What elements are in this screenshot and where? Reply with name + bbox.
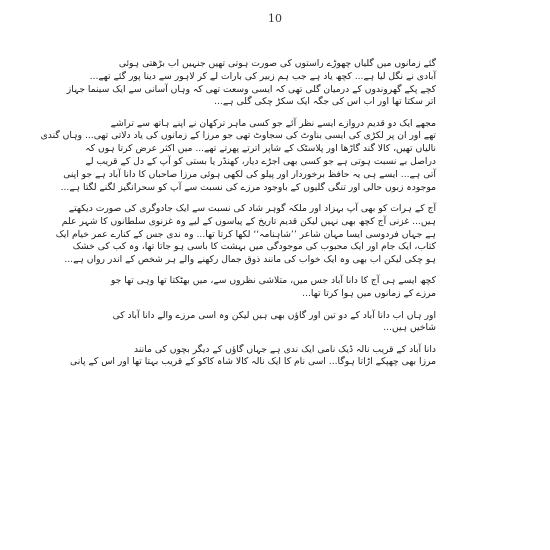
text-line: ہے جہاں فردوسی ایسا مہان شاعر ’’شاہنامہ‘‘ لکھا کرتا تھا... وہ ندی جس کے کنارے عمر خیام ایک bbox=[55, 228, 436, 240]
text-line: گئے زمانوں میں گلیاں چھوڑے راستوں کی صورت ہوتی تھیں جنہیں اب بڑھتی ہوئی bbox=[118, 58, 436, 69]
urdu-text-block bbox=[40, 58, 436, 369]
text-line: مجھے ایک دو قدیم دروازے ایسے نظر آئے جو کسی ماہر ترکھان نے اپنے ہاتھ سے تراشے bbox=[110, 117, 436, 129]
text-line: نالیاں تھیں، کالا گند گاڑھا اور پلاسٹک کے شاپر اترتے پھرتے تھے... میں اکثر عرض کرتا ہوں کہ bbox=[85, 143, 436, 155]
text-line: شاخیں ہیں... bbox=[383, 322, 436, 334]
text-line: موجودہ زبوں حالی اور تنگی گلیوں کے باوجود مرزے کی نسبت سے آپ کو سحرانگیز لگنے لگتا ہے... bbox=[60, 181, 436, 193]
text-line: کچے پکے گھروندوں کے درمیان گلی تھی کہ ایسی وسعت تھی کہ وہاں آسانی سے ایک سینما جہاز bbox=[66, 83, 436, 95]
text-line: آج کے ہرات کو بھی آپ بہزاد اور ملکہ گوہر شاد کی نسبت سے ایک جادوگری کی صورت دیکھتے bbox=[68, 202, 436, 214]
text-line: آبادی نے نگل لیا ہے... کچھ یاد ہے جب ہم زبیر کی بارات لے کر لاہور سے دینا پور گئے تھے... bbox=[89, 70, 436, 82]
paragraph-gap bbox=[118, 335, 436, 344]
text-line: ہیں... غزنی آج کچھ بھی نہیں لیکن قدیم تاریخ کے پیاسوں کے لیے وہ غزنوی سلطانوں کا شہر علم bbox=[61, 215, 436, 227]
text-line: اتر سکتا تھا اور اب اس کی جگہ ایک سکڑ چکی گلی ہے... bbox=[214, 96, 436, 108]
text-line: دانا آباد کے قریب نالہ ڈیک نامی ایک ندی ہے جہاں گاؤں کے دیگر بچوں کی مانند bbox=[134, 343, 436, 355]
text-line: کتاب، ایک جام اور ایک محبوب کی موجودگی میں بہشت کا باسی ہو جاتا تھا، وہ کب کی خشک bbox=[72, 241, 436, 253]
text-line: اور ہاں اب دانا آباد کے دو تین اور گاؤں بھی ہیں لیکن وہ اسی مرزے والے دانا آباد کی bbox=[112, 309, 436, 321]
text-line: کچھ ایسے ہی آج کا دانا آباد جس میں، متلاشی نظروں سے، میں بھٹکتا تھا وہی تھا جو bbox=[110, 275, 436, 287]
text-line: آتی ہے... ایسے ہی یہ حافظ برخوردار اور پیلو کی لکھی ہوئی مرزا صاحباں کا دانا آباد ہے جو اپنی bbox=[63, 168, 436, 180]
text-line: مرزا بھی چھپکے اڑاتا ہوگا... اسی نام کا ایک نالہ کالا شاہ کاکو کے قریب بہتا تھا اور اس کے پانی bbox=[70, 356, 436, 368]
paragraph-gap bbox=[118, 109, 436, 118]
page-number: 10 bbox=[268, 12, 282, 25]
text-line: دراصل بے نسبت ہوتی ہے جو کسی بھی اجڑے دیار، کھنڈر یا بستی کو آپ کے دل کے قریب لے bbox=[85, 156, 436, 168]
text-line: ہو چکی لیکن اب بھی وہ ایک خواب کی مانند ذوق جمال رکھنے والے ہر شخص کے اندر رواں ہے... bbox=[64, 254, 436, 266]
paragraph-gap bbox=[118, 301, 436, 310]
text-line: مرزے کے زمانوں میں ہوا کرتا تھا... bbox=[302, 288, 436, 300]
text-line: تھے اور ان پر لکڑی کی ایسی بناوٹ کی سجاوٹ تھی جو مرزا کے زمانوں کی یاد دلاتی تھی... وہاں گندی bbox=[40, 130, 436, 142]
paragraph-gap bbox=[118, 194, 436, 203]
